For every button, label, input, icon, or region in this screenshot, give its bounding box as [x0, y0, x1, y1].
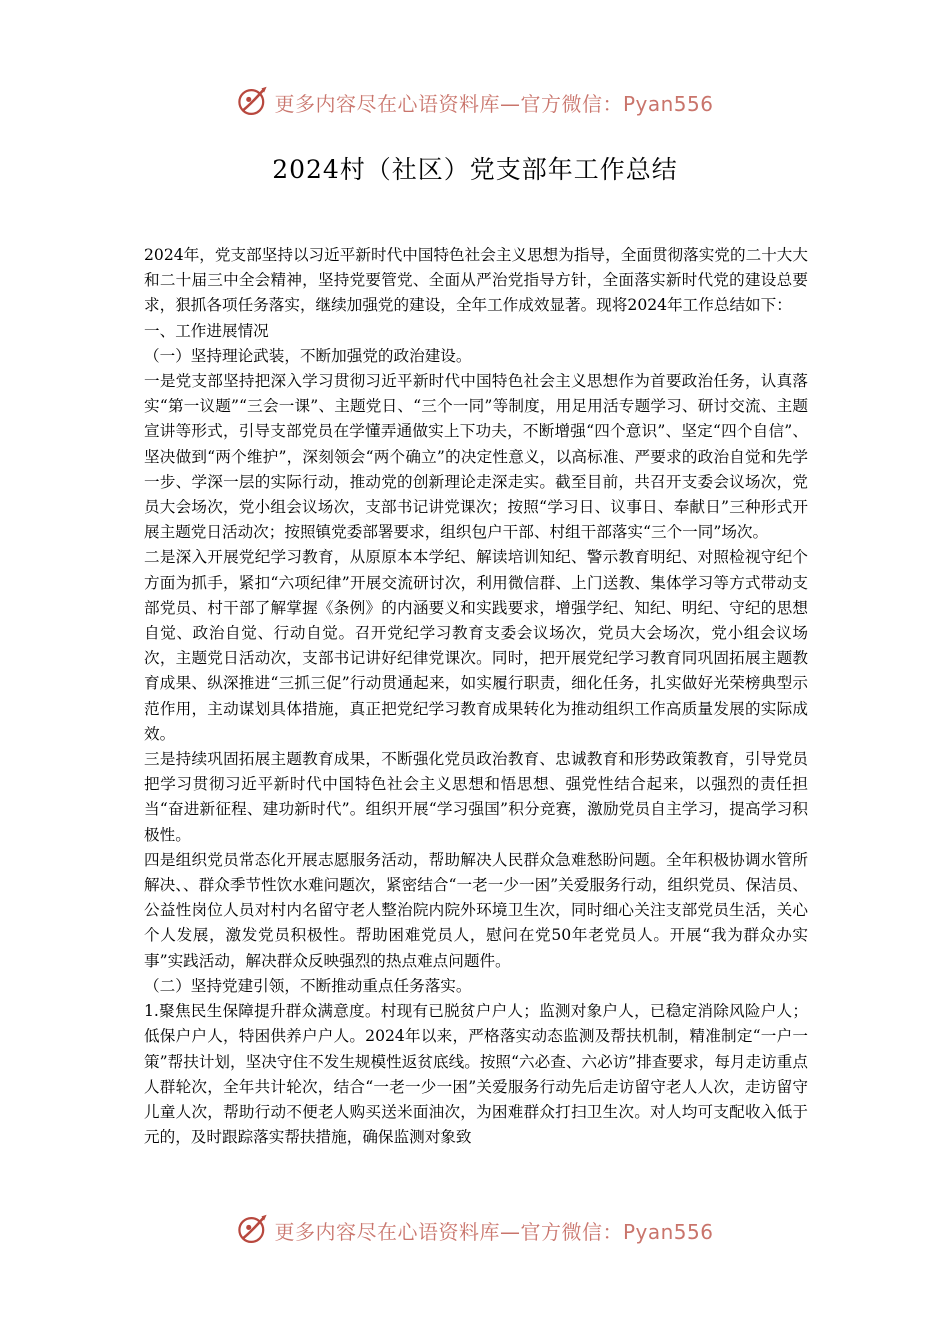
paragraph: 一是党支部坚持把深入学习贯彻习近平新时代中国特色社会主义思想作为首要政治任务，认真落实“第一议题”“三会一课”、主题党日、“三个一同”等制度，用足用活专题学习、研讨交流、主题宣讲等形式，引导支部党员在学懂弄通做实上下功夫，不断增强“四个意识”、坚定“四个自信”、坚决做到“两个维护”，深刻领会“两个确立”的决定性意义，以高标准、严要求的政治自觉和先学一步、学深一层的实际行动，推动党的创新理论走深走实。截至目前，共召开支委会议场次，党员大会场次，党小组会议场次，支部书记讲党课次；按照“学习日、议事日、奉献日”三种形式开展主题党日活动次；按照镇党委部署要求，组织包户干部、村组干部落实“三个一同”场次。 — [144, 372, 808, 542]
paragraph: 三是持续巩固拓展主题教育成果，不断强化党员政治教育、忠诚教育和形势政策教育，引导党员把学习贯彻习近平新时代中国特色社会主义思想和悟思想、强党性结合起来，以强烈的责任担当“奋进新征程、建功新时代”。组织开展“学习强国”积分竞赛，激励党员自主学习，提高学习积极性。 — [144, 750, 808, 844]
section-heading: 一、工作进展情况 — [144, 321, 269, 340]
paragraph: 2024年，党支部坚持以习近平新时代中国特色社会主义思想为指导，全面贯彻落实党的二十大大和二十届三中全会精神，坚持党要管党、全面从严治党指导方针，全面落实新时代党的建设总要求，狠抓各项任务落实，继续加强党的建设，全年工作成效显著。现将2024年工作总结如下： — [144, 246, 808, 315]
watermark-text: 更多内容尽在心语资料库—官方微信：Pyan556 — [274, 91, 714, 116]
paragraph: 1.聚焦民生保障提升群众满意度。村现有已脱贫户户人；监测对象户人，已稳定消除风险户人；低保户户人，特困供养户户人。2024年以来，严格落实动态监测及帮扶机制，精准制定“一户一策”帮扶计划，坚决守住不发生规模性返贫底线。按照“六必查、六必访”排查要求，每月走访重点人群轮次，全年共计轮次，结合“一老一少一困”关爱服务行动先后走访留守老人人次，走访留守儿童人次，帮助行动不便老人购买送米面油次，为困难群众打扫卫生次。对人均可支配收入低于元的，及时跟踪落实帮扶措施，确保监测对象致 — [144, 1002, 808, 1147]
watermark-bottom — [0, 1210, 950, 1250]
subsection-heading: （二）坚持党建引领，不断推动重点任务落实。 — [144, 976, 472, 995]
document-title: 2024村（社区）党支部年工作总结 — [272, 155, 678, 184]
logo-icon — [236, 85, 270, 119]
paragraph: 四是组织党员常态化开展志愿服务活动，帮助解决人民群众急难愁盼问题。全年积极协调水管所解决、、群众季节性饮水难问题次，紧密结合“一老一少一困”关爱服务行动，组织党员、保洁员、公益性岗位人员对村内名留守老人整治院内院外环境卫生次，同时细心关注支部党员生活，关心个人发展，激发党员积极性。帮助困难党员人，慰问在党50年老党员人。开展“我为群众办实事”实践活动，解决群众反映强烈的热点难点问题件。 — [144, 850, 808, 970]
logo-icon — [236, 1213, 270, 1247]
paragraph: 二是深入开展党纪学习教育，从原原本本学纪、解读培训知纪、警示教育明纪、对照检视守纪个方面为抓手，紧扣“六项纪律”开展交流研讨次，利用微信群、上门送教、集体学习等方式带动支部党员、村干部了解掌握《条例》的内涵要义和实践要求，增强学纪、知纪、明纪、守纪的思想自觉、政治自觉、行动自觉。召开党纪学习教育支委会议场次，党员大会场次，党小组会议场次，主题党日活动次，支部书记讲好纪律党课次。同时，把开展党纪学习教育同巩固拓展主题教育成果、纵深推进“三抓三促”行动贯通起来，如实履行职责，细化任务，扎实做好光荣榜典型示范作用，主动谋划具体措施，真正把党纪学习教育成果转化为推动组织工作高质量发展的实际成效。 — [144, 548, 808, 743]
subsection-heading: （一）坚持理论武装，不断加强党的政治建设。 — [144, 346, 472, 365]
watermark-top — [0, 82, 950, 122]
watermark-text: 更多内容尽在心语资料库—官方微信：Pyan556 — [274, 1219, 714, 1244]
document-body — [144, 243, 808, 1150]
